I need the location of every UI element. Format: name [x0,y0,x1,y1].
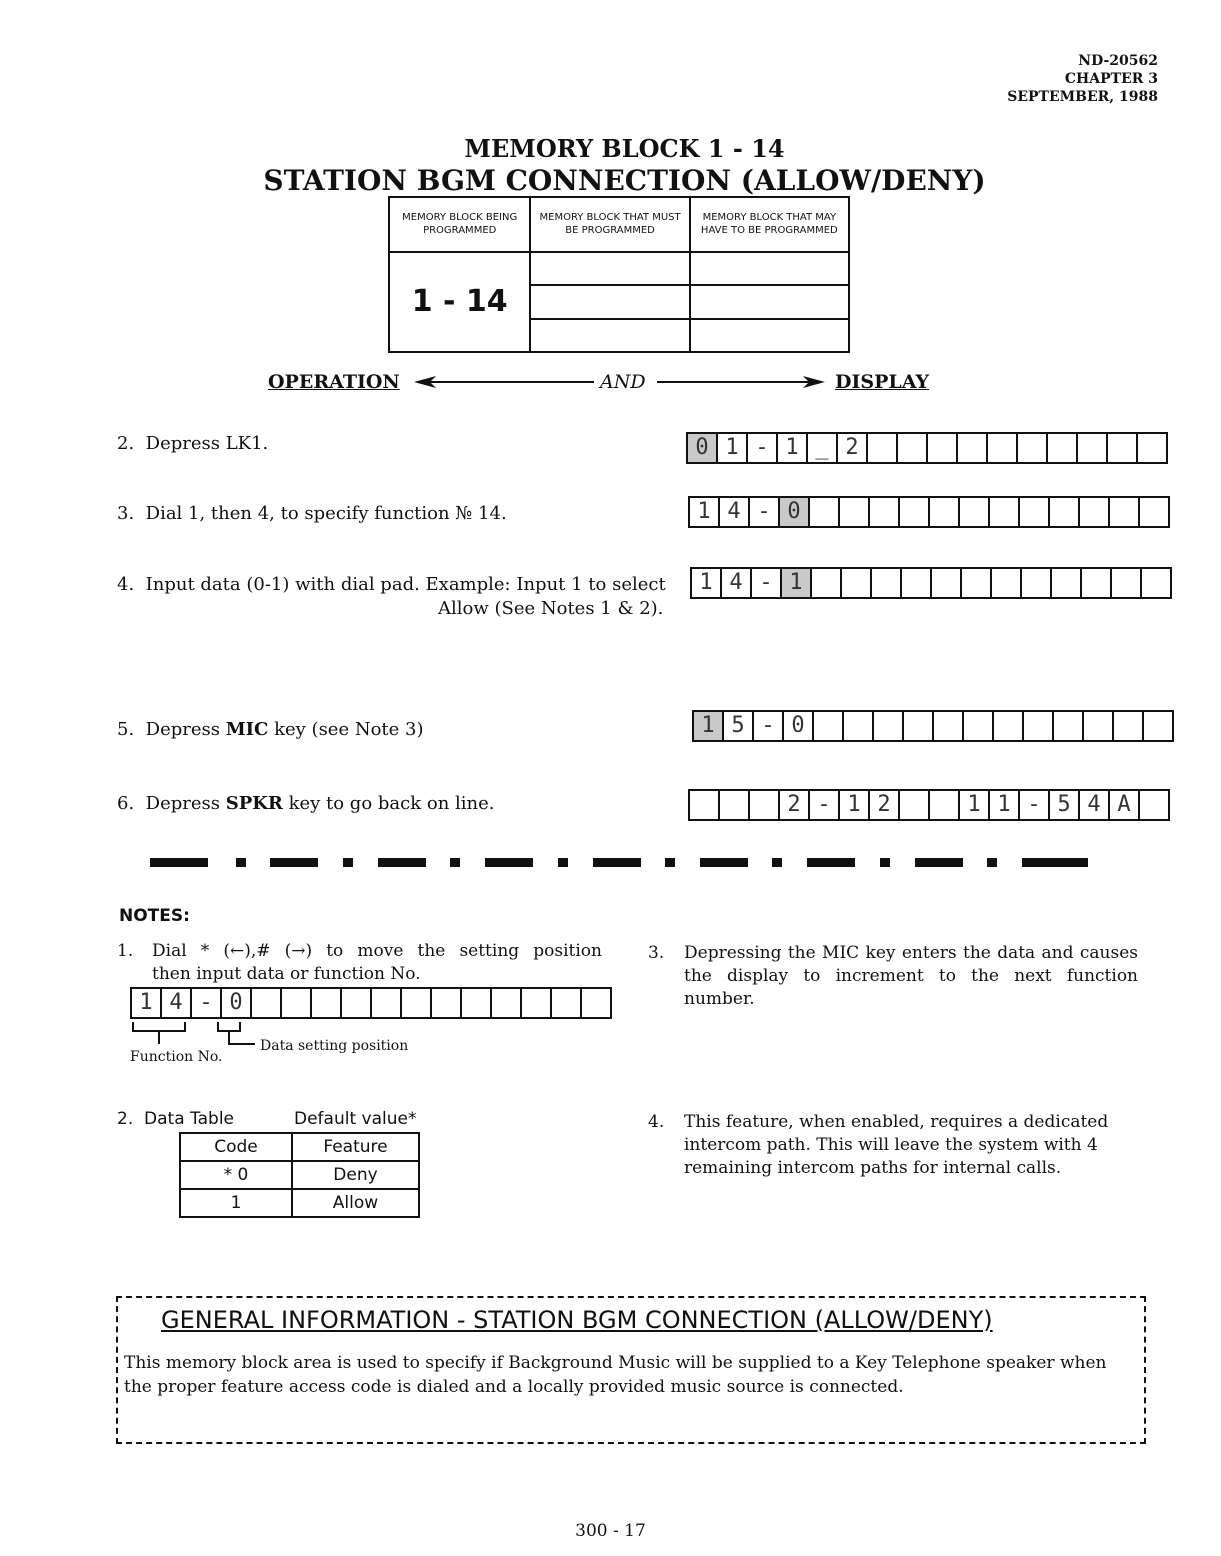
note-3 [648,942,1138,1011]
table-row [180,1189,419,1217]
lcd-cell: - [808,789,840,821]
empty-cell [530,285,689,318]
lcd-display-step-3 [690,496,1170,528]
lcd-cell [928,789,960,821]
lcd-cell [250,987,282,1019]
lcd-cell: - [746,432,778,464]
lcd-cell: 5 [722,710,754,742]
table-cell: 1 [180,1189,292,1217]
lcd-cell: 1 [692,710,724,742]
data-table [179,1132,420,1218]
col-may-have-to-be-programmed: MEMORY BLOCK THAT MAY HAVE TO BE PROGRAMMED [690,197,849,252]
lcd-cell: 0 [782,710,814,742]
operation-label: OPERATION [268,371,400,393]
lcd-cell [898,789,930,821]
lcd-cell [898,496,930,528]
step-text: Depress LK1. [145,433,269,454]
step-text: Depress [145,719,226,740]
col-must-be-programmed: MEMORY BLOCK THAT MUST BE PROGRAMMED [530,197,689,252]
lcd-cell: - [750,567,782,599]
note-number: 2. [117,1109,134,1129]
lcd-cell: 0 [220,987,252,1019]
lcd-cell: 0 [686,432,718,464]
step-text: Dial 1, then 4, to specify function № 14. [145,503,507,524]
lcd-cell [1136,432,1168,464]
lcd-cell [1022,710,1054,742]
lcd-cell [310,987,342,1019]
step-6 [117,792,494,816]
lcd-cell [1046,432,1078,464]
step-3 [117,502,507,526]
lcd-cell [992,710,1024,742]
lcd-cell [1140,567,1172,599]
step-number: 3. [117,503,135,524]
lcd-cell [1108,496,1140,528]
note-4 [648,1111,1138,1180]
lcd-cell [1078,496,1110,528]
note-number: 1. [117,941,134,961]
page-title: STATION BGM CONNECTION (ALLOW/DENY) [263,164,986,197]
col-being-programmed: MEMORY BLOCK BEING PROGRAMMED [389,197,530,252]
step-number: 5. [117,719,135,740]
lcd-cell [988,496,1020,528]
lcd-cell [688,789,720,821]
lcd-cell [932,710,964,742]
step-number: 2. [117,433,135,454]
key-name: SPKR [225,793,283,814]
lcd-cell: _ [806,432,838,464]
page-number: 300 - 17 [575,1521,646,1541]
right-arrow-icon [657,374,827,390]
lcd-cell: 1 [958,789,990,821]
lcd-cell [958,496,990,528]
lcd-cell: - [1018,789,1050,821]
lcd-cell: A [1108,789,1140,821]
lcd-cell [926,432,958,464]
table-header: Code [180,1133,292,1161]
lcd-cell [838,496,870,528]
lcd-cell: 1 [688,496,720,528]
lcd-cell [1052,710,1084,742]
lcd-cell [870,567,902,599]
empty-cell [530,319,689,352]
lcd-cell: 4 [160,987,192,1019]
lcd-cell: 4 [718,496,750,528]
lcd-cell [580,987,612,1019]
lcd-cell [1016,432,1048,464]
lcd-cell: 1 [776,432,808,464]
note-2 [117,1108,234,1131]
empty-cell [690,285,849,318]
note-number: 3. [648,943,665,963]
note-text: Depressing the MIC key enters the data and causes the display to increment to the next function number. [684,943,1138,1009]
lcd-cell: 1 [130,987,162,1019]
lcd-display-step-2 [688,432,1168,464]
lcd-cell: 1 [716,432,748,464]
step-text: key (see Note 3) [268,719,424,740]
step-5 [117,718,424,742]
lcd-cell: 5 [1048,789,1080,821]
position-brackets [130,1020,260,1052]
lcd-cell [840,567,872,599]
step-number: 4. [117,574,135,595]
lcd-cell [400,987,432,1019]
note-1 [117,940,607,986]
general-information-box [116,1296,1146,1444]
lcd-cell [1050,567,1082,599]
lcd-display-note-1 [132,987,612,1019]
lcd-cell: - [752,710,784,742]
note-text: Dial * (←),# (→) to move the setting position [152,941,602,961]
doc-number: ND-20562 [1078,53,1158,69]
lcd-cell [520,987,552,1019]
note-number: 4. [648,1112,665,1132]
lcd-cell [430,987,462,1019]
step-4-continued: Allow (See Notes 1 & 2). [438,598,664,619]
key-name: MIC [225,719,269,740]
memory-block-table [388,196,850,353]
and-label: AND [600,371,646,393]
lcd-cell [1048,496,1080,528]
date: SEPTEMBER, 1988 [1007,89,1158,105]
lcd-display-step-6 [690,789,1170,821]
lcd-cell [896,432,928,464]
lcd-cell [1082,710,1114,742]
table-row [180,1161,419,1189]
lcd-cell [1142,710,1174,742]
lcd-cell [962,710,994,742]
lcd-cell [900,567,932,599]
memory-block-title: MEMORY BLOCK 1 - 14 [464,134,785,163]
general-information-body: This memory block area is used to specify if Background Music will be supplied to a Key Telephone speaker when the proper feature access code is dialed and a locally provided music source is connected. [124,1353,1107,1397]
step-text: Depress [145,793,226,814]
table-cell: * 0 [180,1161,292,1189]
lcd-cell: 4 [720,567,752,599]
lcd-cell: 0 [778,496,810,528]
note-text: then input data or function No. [152,964,421,984]
lcd-cell [1080,567,1112,599]
lcd-cell: 1 [988,789,1020,821]
lcd-cell [340,987,372,1019]
lcd-cell [902,710,934,742]
empty-cell [690,319,849,352]
lcd-cell [1138,496,1170,528]
empty-cell [530,252,689,285]
lcd-cell [930,567,962,599]
lcd-cell [1138,789,1170,821]
lcd-cell: 2 [868,789,900,821]
lcd-cell [1076,432,1108,464]
lcd-cell: 1 [838,789,870,821]
lcd-cell [748,789,780,821]
chapter: CHAPTER 3 [1064,71,1158,87]
lcd-cell [460,987,492,1019]
general-information-title: GENERAL INFORMATION - STATION BGM CONNECTION (ALLOW/DENY) [161,1306,993,1334]
lcd-cell [986,432,1018,464]
lcd-cell [490,987,522,1019]
lcd-cell [868,496,900,528]
lcd-cell [370,987,402,1019]
default-value-label: Default value* [294,1109,417,1129]
lcd-cell: - [748,496,780,528]
empty-cell [690,252,849,285]
step-text: Input data (0-1) with dial pad. Example: Input 1 to select [145,574,666,595]
table-cell: Deny [292,1161,419,1189]
step-4 [117,573,666,597]
lcd-cell [866,432,898,464]
table-header-row [180,1133,419,1161]
lcd-cell [812,710,844,742]
lcd-cell [842,710,874,742]
note-text: This feature, when enabled, requires a dedicated intercom path. This will leave the system with 4 remaining intercom paths for internal calls. [684,1112,1109,1178]
lcd-cell [280,987,312,1019]
data-setting-position-label: Data setting position [260,1038,409,1054]
table-header: Feature [292,1133,419,1161]
notes-title: NOTES: [119,906,190,926]
lcd-cell [990,567,1022,599]
lcd-cell [928,496,960,528]
lcd-cell [1018,496,1050,528]
lcd-cell: - [190,987,222,1019]
lcd-cell [956,432,988,464]
display-label: DISPLAY [835,371,930,393]
section-divider [150,856,1092,870]
block-value: 1 - 14 [389,252,530,352]
lcd-cell [810,567,842,599]
lcd-cell: 2 [778,789,810,821]
lcd-cell [1110,567,1142,599]
lcd-cell [718,789,750,821]
function-no-label: Function No. [130,1049,223,1065]
left-arrow-icon [414,374,596,390]
step-text: key to go back on line. [282,793,495,814]
lcd-cell: 2 [836,432,868,464]
lcd-cell [872,710,904,742]
lcd-display-step-5 [694,710,1174,742]
lcd-cell [1020,567,1052,599]
lcd-display-step-4 [692,567,1172,599]
lcd-cell [960,567,992,599]
lcd-cell: 1 [690,567,722,599]
lcd-cell: 4 [1078,789,1110,821]
document-header [1007,52,1158,106]
lcd-cell: 1 [780,567,812,599]
lcd-cell [1112,710,1144,742]
step-2 [117,432,268,456]
lcd-cell [550,987,582,1019]
step-number: 6. [117,793,135,814]
table-cell: Allow [292,1189,419,1217]
lcd-cell [808,496,840,528]
lcd-cell [1106,432,1138,464]
data-table-label: Data Table [144,1109,235,1129]
